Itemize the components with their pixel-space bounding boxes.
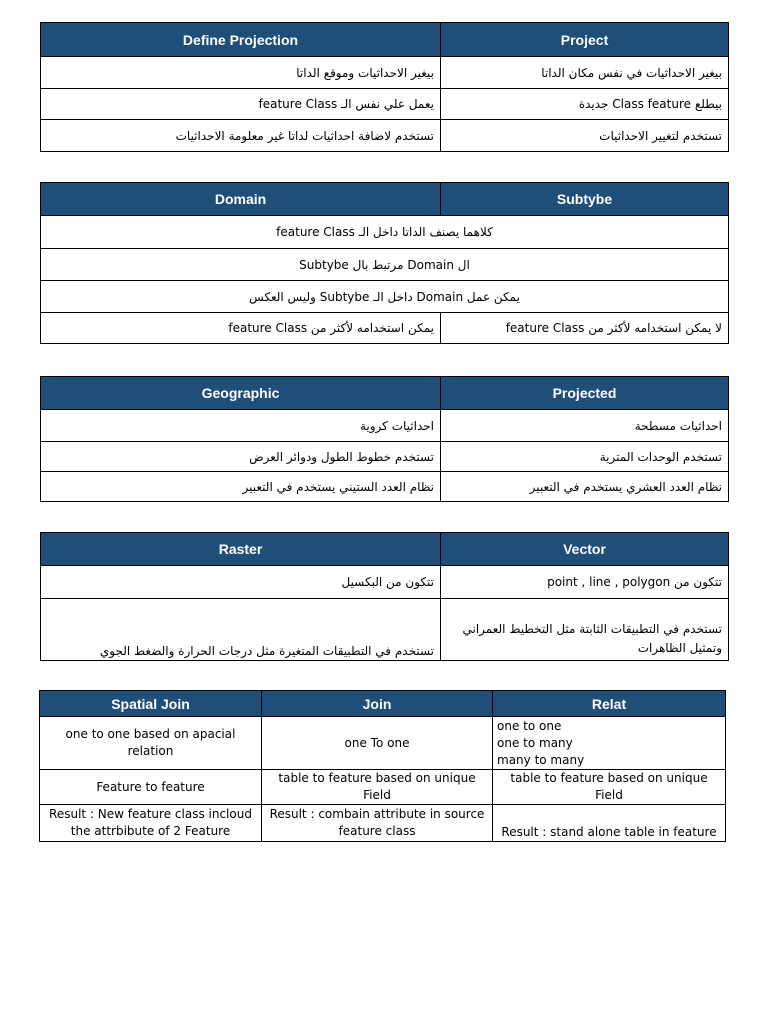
cell-spatial-join-result xyxy=(40,805,262,842)
header-project: Project xyxy=(441,23,729,57)
header-define-projection: Define Projection xyxy=(41,23,441,57)
cell: تستخدم في التطبيقات المتغيرة مثل درجات الحرارة والضغط الجوي xyxy=(41,599,441,661)
merged-cell: يمكن عمل Domain داخل الـ Subtybe وليس العكس xyxy=(41,281,729,313)
cell: تتكون من البكسيل xyxy=(41,566,441,599)
cell-join-result xyxy=(262,805,493,842)
cell: table to feature based on unique Field xyxy=(493,770,726,805)
cell: تتكون من point , line , polygon xyxy=(441,566,729,599)
merged-cell: ال Domain مرتبط بال Subtybe xyxy=(41,249,729,281)
table-join-types xyxy=(39,690,726,842)
cell: نظام العدد العشري يستخدم في التعبير xyxy=(441,472,729,502)
header-relat: Relat xyxy=(493,691,726,717)
header-vector: Vector xyxy=(441,533,729,566)
cell: بيغير الاحداثيات وموقع الداتا xyxy=(41,57,441,89)
text-line: Result : New feature class incloud xyxy=(49,807,252,821)
cell: تستخدم لتغيير الاحداثيات xyxy=(441,120,729,152)
table-domain-subtype xyxy=(40,182,729,344)
cell: تستخدم خطوط الطول ودوائر العرض xyxy=(41,442,441,472)
header-spatial-join: Spatial Join xyxy=(40,691,262,717)
header-raster: Raster xyxy=(41,533,441,566)
text-line: Result : combain attribute in source xyxy=(269,807,485,821)
text-line: feature class xyxy=(338,824,416,838)
text-line: many to many xyxy=(497,752,585,767)
cell: يعمل علي نفس الـ feature Class xyxy=(41,89,441,120)
cell: one To one xyxy=(262,717,493,770)
cell: احداثيات كروية xyxy=(41,410,441,442)
header-projected: Projected xyxy=(441,377,729,410)
header-subtybe: Subtybe xyxy=(441,183,729,216)
header-geographic: Geographic xyxy=(41,377,441,410)
cell: احداثيات مسطحة xyxy=(441,410,729,442)
cell: لا يمكن استخدامه لأكثر من feature Class xyxy=(441,313,729,344)
cell: Feature to feature xyxy=(40,770,262,805)
cell: تستخدم في التطبيقات الثابتة مثل التخطيط العمراني وتمثيل الظاهرات xyxy=(441,599,729,661)
cell: تستخدم لاضافة احداثيات لداتا غير معلومة الاحداثيات xyxy=(41,120,441,152)
cell-relat-cardinalities xyxy=(493,717,726,770)
cell: Result : stand alone table in feature xyxy=(493,805,726,842)
header-domain: Domain xyxy=(41,183,441,216)
table-projection xyxy=(40,22,729,152)
cell: نظام العدد الستيني يستخدم في التعبير xyxy=(41,472,441,502)
table-raster-vector xyxy=(40,532,729,661)
cell: one to one based on apacial relation xyxy=(40,717,262,770)
cell: يمكن استخدامه لأكثر من feature Class xyxy=(41,313,441,344)
text-line: one to many xyxy=(497,735,573,750)
cell: table to feature based on unique Field xyxy=(262,770,493,805)
merged-cell: كلاهما يصنف الداتا داخل الـ feature Class xyxy=(41,216,729,249)
text-line: one to one xyxy=(497,718,562,733)
cell: بيطلع Class feature جديدة xyxy=(441,89,729,120)
text-line: the attrbibute of 2 Feature xyxy=(70,824,231,838)
cell: تستخدم الوحدات المترية xyxy=(441,442,729,472)
header-join: Join xyxy=(262,691,493,717)
table-geographic-projected xyxy=(40,376,729,502)
cell: بيغير الاحداثيات في نفس مكان الداتا xyxy=(441,57,729,89)
